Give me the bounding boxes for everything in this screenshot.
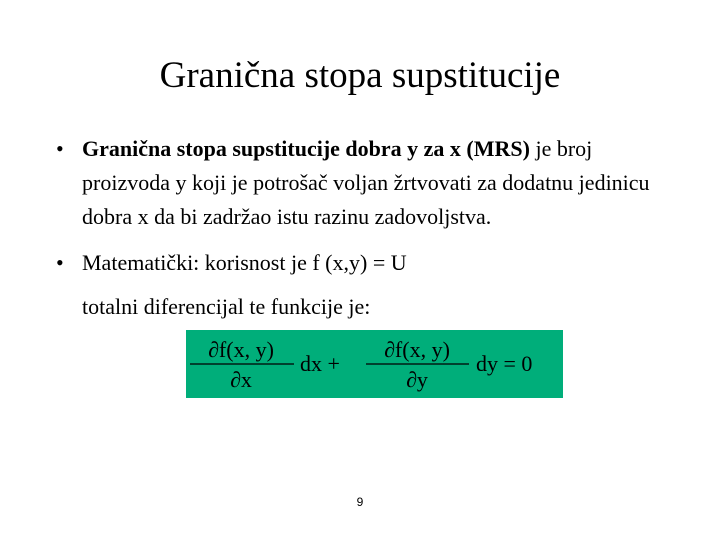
bullet-dot-icon: • (56, 250, 64, 275)
formula-svg (186, 330, 563, 398)
fraction-2-numerator: ∂f(x, y) (384, 337, 450, 362)
bullet-mrs-definition (56, 132, 682, 234)
bullet-bold-term: Granična stopa supstitucije dobra y za x (MRS) (82, 136, 530, 161)
bullet-text: Matematički: korisnost je f (x,y) = U (82, 250, 407, 275)
total-differential-line: totalni diferencijal te funkcije je: (82, 294, 371, 319)
formula-middle-term: dx + (300, 351, 340, 376)
slide-title: Granična stopa supstitucije (159, 55, 561, 96)
fraction-1-numerator: ∂f(x, y) (208, 337, 274, 362)
formula-box (186, 330, 563, 398)
formula-end-term: dy = 0 (476, 351, 533, 376)
fraction-2-denominator: ∂y (406, 367, 428, 392)
bullet-mathematical (56, 246, 682, 280)
bullet-rest-text: je broj proizvoda y koji je potrošač voljan žrtvovati za dodatnu jedinicu dobra x da bi zadržao istu razinu zadovoljstva. (82, 136, 650, 229)
bullet-dot-icon: • (56, 136, 64, 161)
bullet-text (82, 132, 682, 234)
fraction-1-denominator: ∂x (230, 367, 252, 392)
page-number: 9 (356, 495, 364, 509)
